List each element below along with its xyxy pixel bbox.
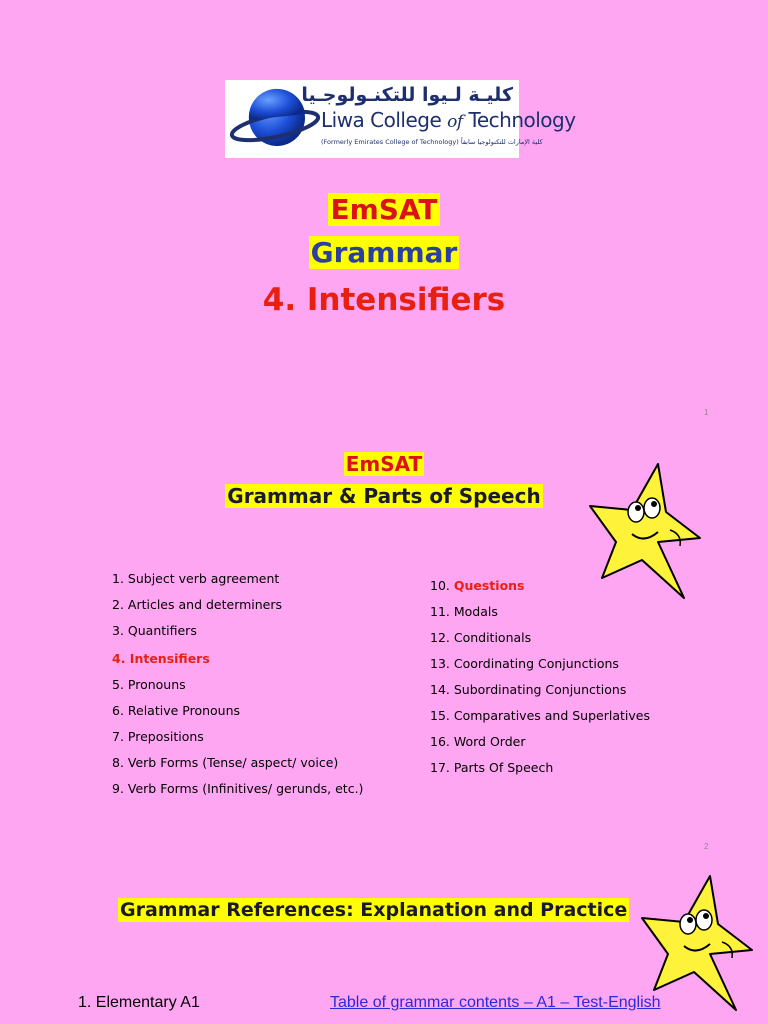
reference-item-elementary: 1. Elementary A1 — [78, 994, 200, 1011]
list-item: 13. Coordinating Conjunctions — [430, 656, 619, 671]
list-item: 17. Parts Of Speech — [430, 760, 554, 775]
list-item: 8. Verb Forms (Tense/ aspect/ voice) — [112, 755, 339, 770]
page-number-2: 2 — [704, 842, 709, 851]
logo-arabic-text: كليـة لـيوا للتكنـولوجـيا — [301, 84, 513, 106]
slide2-title-emsat: EmSAT — [345, 452, 423, 476]
list-item: 16. Word Order — [430, 734, 526, 749]
cartoon-star-icon-2 — [640, 872, 756, 1014]
list-item: 14. Subordinating Conjunctions — [430, 682, 627, 697]
list-item: 7. Prepositions — [112, 729, 204, 744]
topic-list-left — [112, 566, 363, 802]
grammar-contents-link[interactable]: Table of grammar contents – A1 – Test-English — [330, 994, 661, 1011]
logo-english-text: Liwa College of Technology — [321, 108, 576, 132]
list-item: 6. Relative Pronouns — [112, 703, 241, 718]
topic-list-right — [430, 573, 650, 781]
list-item: 3. Quantifiers — [112, 623, 197, 638]
list-item: 1. Subject verb agreement — [112, 571, 280, 586]
slide1-title-intensifiers: 4. Intensifiers — [262, 282, 506, 318]
college-logo — [225, 80, 576, 158]
slide2-title-grammar-parts: Grammar & Parts of Speech — [227, 484, 541, 508]
page-number-1: 1 — [704, 408, 709, 417]
list-item: 2. Articles and determiners — [112, 597, 283, 612]
list-item: 5. Pronouns — [112, 677, 186, 692]
list-item: 10. Questions — [430, 578, 525, 593]
list-item: 15. Comparatives and Superlatives — [430, 708, 650, 723]
list-item: 12. Conditionals — [430, 630, 532, 645]
grammar-references-heading: Grammar References: Explanation and Practice — [120, 899, 628, 921]
slide1-title-emsat: EmSAT — [330, 193, 438, 226]
list-item: 9. Verb Forms (Infinitives/ gerunds, etc.) — [112, 781, 364, 796]
list-item: 11. Modals — [430, 604, 498, 619]
cartoon-star-icon — [588, 460, 704, 602]
slide1-title-grammar: Grammar — [310, 236, 458, 269]
list-item-questions: Questions — [453, 578, 525, 593]
list-item-current: 4. Intensifiers — [112, 651, 210, 666]
logo-subtitle: (Formerly Emirates College of Technology) كلية الإمارات للتكنولوجيا سابقاً — [321, 138, 543, 146]
